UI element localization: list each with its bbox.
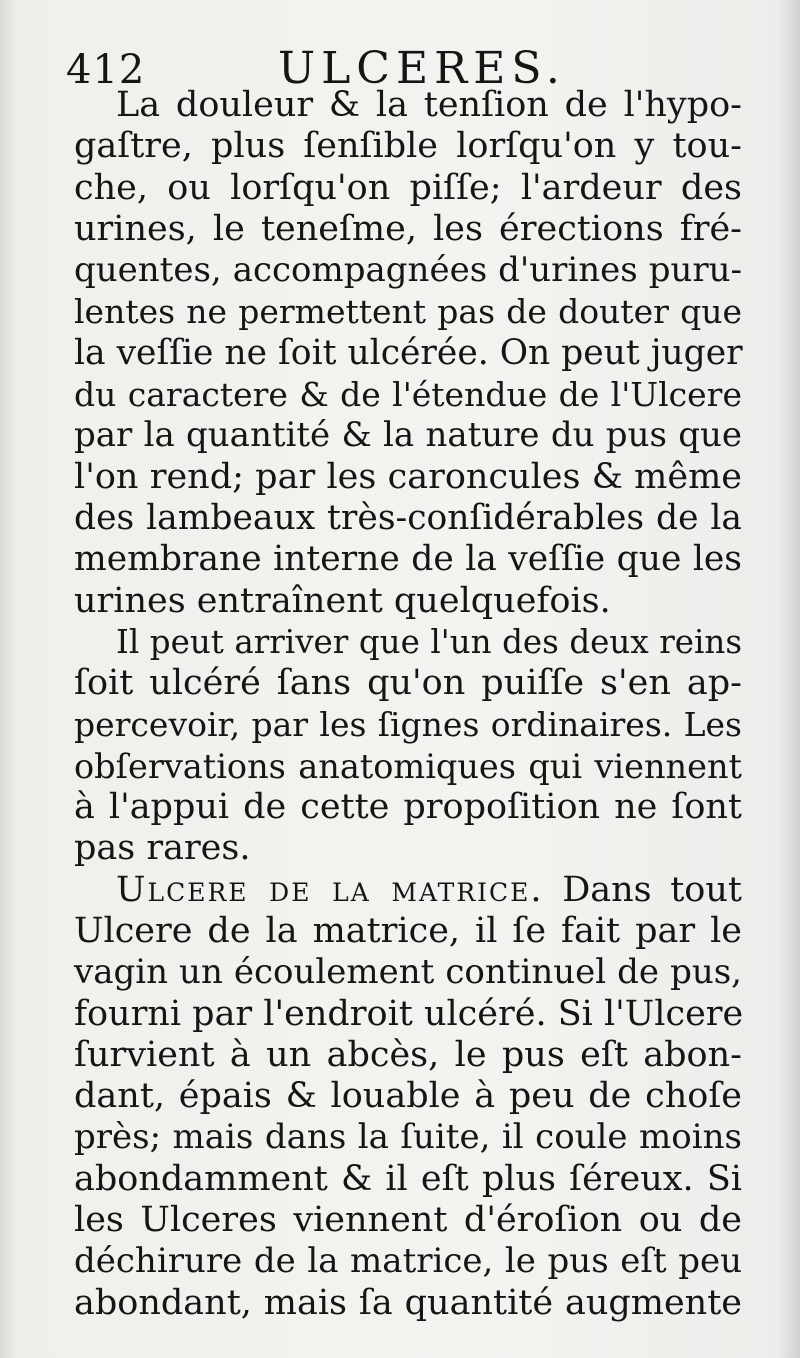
text-line: près; mais dans la ſuite, il coule moins (74, 1117, 742, 1158)
text-line: quentes, accompagnées d'urines puru- (74, 250, 742, 291)
text-line: la veſſie ne ſoit ulcérée. On peut juger (74, 332, 743, 373)
text-line: l'on rend; par les caroncules & même (74, 456, 742, 497)
text-line: urines entraînent quelquefois. (74, 580, 611, 621)
page-number: 412 (66, 47, 146, 93)
paragraph-2 (74, 622, 742, 870)
text-line: Il peut arriver que l'un des deux reins (116, 622, 742, 661)
text-line: des lambeaux très-conſidérables de la (74, 497, 742, 538)
section-heading: Ulcere de la matrice. (116, 869, 544, 910)
text-line: abondamment & il eſt plus ſéreux. Si (74, 1158, 742, 1199)
text-line: dant, épais & louable à peu de choſe (74, 1076, 742, 1117)
text-line: vagin un écoulement continuel de pus, (74, 952, 742, 993)
text-line (74, 870, 742, 911)
text-line: par la quantité & la nature du pus que (74, 415, 742, 456)
text-line: lentes ne permettent pas de douter que (74, 292, 742, 332)
text-line: gaſtre, plus ſenſible lorſqu'on y tou- (74, 126, 742, 167)
paragraph-1 (74, 85, 742, 622)
text-line: obſervations anatomiques qui viennent (74, 746, 742, 786)
text-line: percevoir, par les ſignes ordinaires. Les (74, 705, 742, 745)
body-text (74, 85, 742, 1324)
text-line: pas rares. (74, 828, 251, 869)
text-line: Ulcere de la matrice, il ſe fait par le (74, 910, 742, 951)
text-line: les Ulceres viennent d'éroſion ou de (74, 1200, 742, 1241)
text-line: abondant, mais ſa quantité augmente (74, 1282, 742, 1323)
text-line: ſurvient à un abcès, le pus eſt abon- (74, 1034, 742, 1075)
text-line: La douleur & la tenſion de l'hypo- (116, 85, 742, 125)
text-line: à l'appui de cette propoſition ne ſont (74, 787, 742, 828)
text-line: ſoit ulcéré ſans qu'on puiſſe s'en ap- (74, 663, 742, 704)
text-line: fourni par l'endroit ulcéré. Si l'Ulcere (74, 993, 744, 1034)
paragraph-3 (74, 870, 742, 1324)
text-line: che, ou lorſqu'on piſſe; l'ardeur des (74, 167, 742, 208)
text-run: Dans tout (562, 869, 742, 910)
text-line: du caractere & de l'étendue de l'Ulcere (74, 375, 742, 415)
text-line: déchirure de la matrice, le pus eſt peu (74, 1241, 742, 1282)
running-head: ULCERES. (278, 43, 566, 94)
text-line: membrane interne de la veſſie que les (74, 539, 742, 580)
text-line: urines, le teneſme, les érections fré- (74, 208, 742, 249)
